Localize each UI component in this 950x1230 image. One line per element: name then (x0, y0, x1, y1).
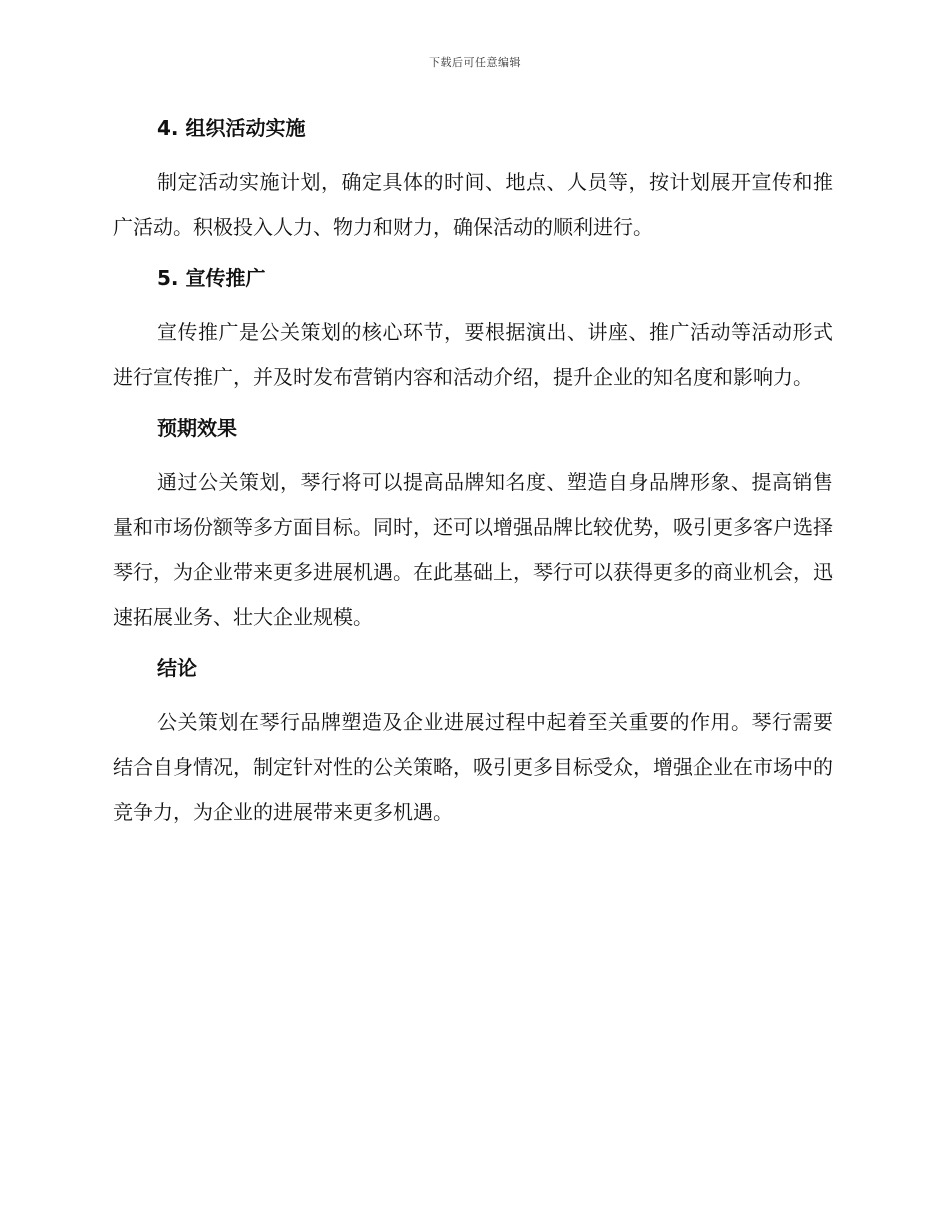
section-heading-organize-activity: 4. 组织活动实施 (157, 116, 306, 140)
section-heading-conclusion: 结论 (157, 656, 197, 680)
section-paragraph-promotion: 宣传推广是公关策划的核心环节，要根据演出、讲座、推广活动等活动形式进行宣传推广，并及时发布营销内容和活动介绍，提升企业的知名度和影响力。 (113, 320, 833, 389)
section-paragraph-conclusion: 公关策划在琴行品牌塑造及企业进展过程中起着至关重要的作用。琴行需要结合自身情况，制定针对性的公关策略，吸引更多目标受众，增强企业在市场中的竞争力，为企业的进展带来更多机遇。 (113, 710, 833, 824)
section-heading-promotion: 5. 宣传推广 (157, 266, 266, 290)
document-body (113, 112, 833, 835)
section-heading-expected-effect: 预期效果 (157, 416, 237, 440)
section-paragraph-organize-activity: 制定活动实施计划，确定具体的时间、地点、人员等，按计划展开宣传和推广活动。积极投入人力、物力和财力，确保活动的顺利进行。 (113, 170, 833, 239)
section-paragraph-expected-effect: 通过公关策划，琴行将可以提高品牌知名度、塑造自身品牌形象、提高销售量和市场份额等多方面目标。同时，还可以增强品牌比较优势，吸引更多客户选择琴行，为企业带来更多进展机遇。在此基础上，琴行可以获得更多的商业机会，迅速拓展业务、壮大企业规模。 (113, 470, 833, 629)
page-header: 下载后可任意编辑 (429, 56, 521, 69)
